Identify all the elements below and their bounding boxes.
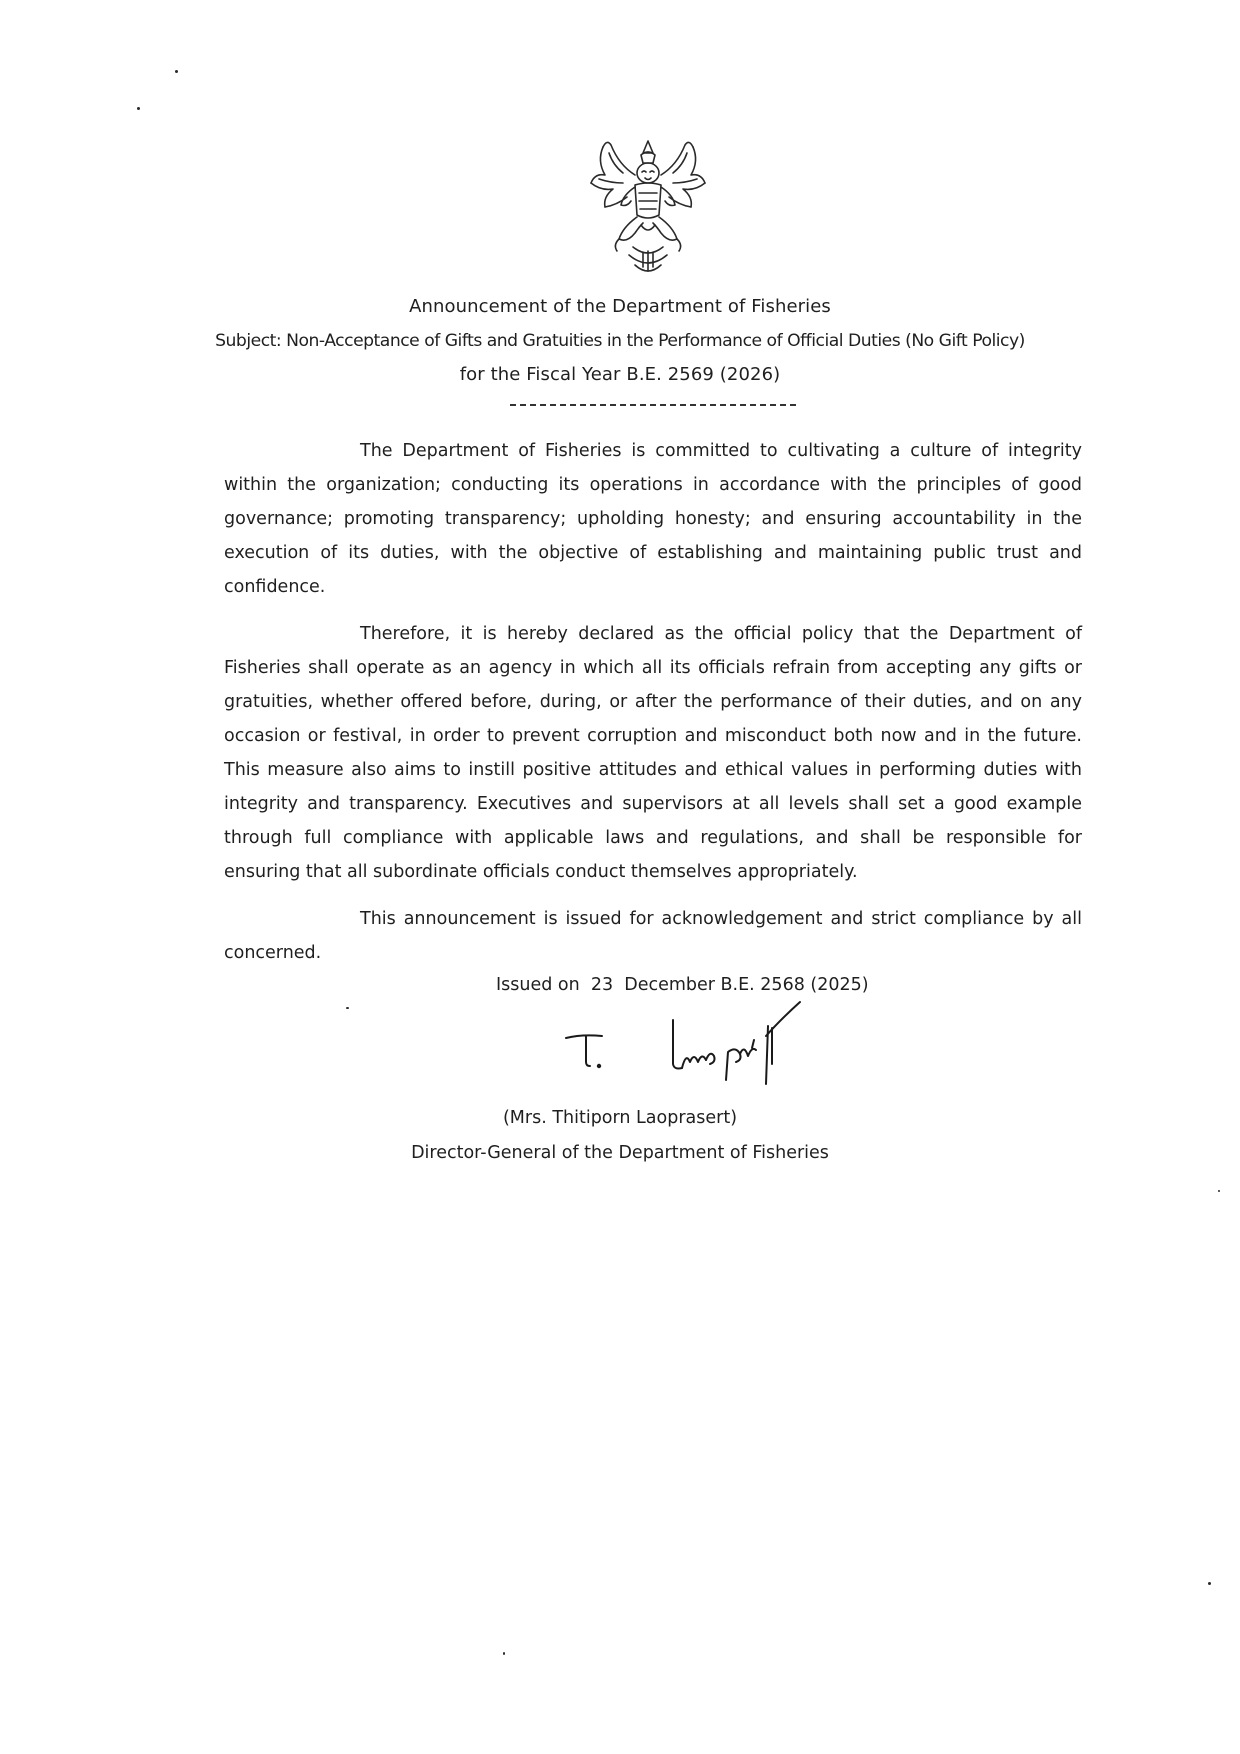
scan-speck bbox=[346, 1007, 349, 1009]
body-paragraph-2: Therefore, it is hereby declared as the official policy that the Department of Fisheries shall operate as an agency in which all its officials refrain from accepting any gifts or gratuities, whether offered before, during, or after the performance of their duties, and on any occasion or festival, in order to prevent corruption and misconduct both now and in the future. This measure also aims to instill positive attitudes and ethical values in performing duties with integrity and transparency. Executives and supervisors at all levels shall set a good example through full compliance with applicable laws and regulations, and shall be responsible for ensuring that all subordinate officials conduct themselves appropriately. bbox=[224, 624, 1082, 882]
body-paragraph-1: The Department of Fisheries is committed to cultivating a culture of integrity within the organization; conducting its operations in accordance with the principles of good governance; promoting transparency; upholding honesty; and ensuring accountability in the execution of its duties, with the objective of establishing and maintaining public trust and confidence. bbox=[224, 441, 1082, 597]
handwritten-signature bbox=[560, 990, 850, 1100]
issued-date: Issued on 23 December B.E. 2568 (2025) bbox=[496, 975, 869, 995]
header-divider bbox=[510, 404, 796, 406]
fiscal-year-line: for the Fiscal Year B.E. 2569 (2026) bbox=[459, 364, 781, 385]
announcement-subject: Subject: Non-Acceptance of Gifts and Gratuities in the Performance of Official Duties (No Gift Policy) bbox=[215, 331, 1025, 351]
garuda-emblem-icon bbox=[583, 135, 713, 280]
signer-name: (Mrs. Thitiporn Laoprasert) bbox=[502, 1108, 738, 1128]
scan-speck bbox=[137, 107, 140, 110]
scan-speck bbox=[1218, 1190, 1220, 1192]
scan-speck bbox=[503, 1652, 505, 1655]
scan-speck bbox=[1208, 1582, 1211, 1585]
body-paragraph-3: This announcement is issued for acknowledgement and strict compliance by all concerned. bbox=[224, 909, 1082, 963]
announcement-title: Announcement of the Department of Fisheries bbox=[409, 296, 831, 317]
scan-speck bbox=[175, 70, 178, 73]
signer-title: Director-General of the Department of Fisheries bbox=[411, 1143, 829, 1163]
